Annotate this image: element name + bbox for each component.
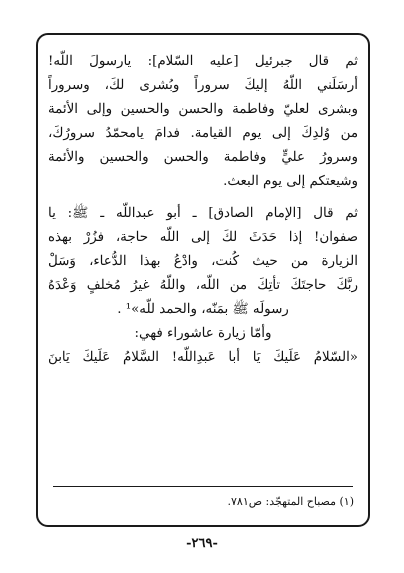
text-line: «السّلامُ عَلَيكَ يَا أبا عَبدِاللّه! السَّلامُ عَلَيكَ يَابنَ: [48, 350, 358, 365]
text-line: ثم قال [الإمام الصادق] ـ أبو عبداللّه ـ ﷺ: يا: [48, 206, 358, 221]
main-text-body: [48, 50, 358, 370]
text-line: وسرورُ عليٍّ وفاطمة والحسن والحسين والأئمة: [48, 150, 358, 165]
text-line: وأمّا زيارة عاشوراء فهي:: [134, 326, 272, 341]
page-number: -٢٦٩-: [186, 536, 218, 551]
text-line: صفوان! إذا حَدَثَ لكَ إلى اللّه حاجة، فزُرْ بهذه: [48, 230, 358, 245]
text-line: ثم قال جبرئيل [عليه السّلام]: يارسولَ اللّه!: [48, 54, 358, 69]
text-line: الزيارة من حيث كُنت، وادْعُ بهذا الدُّعاء، وَسَلْ: [48, 254, 358, 269]
text-line: وشيعتكم إلى يوم البعث.: [223, 174, 358, 189]
text-line: ربَّكَ حاجتَكَ تأتِكَ من اللّه، واللّهُ غيرُ مُخلفٍ وَعْدَهُ: [48, 278, 358, 293]
footnote-divider: [53, 486, 353, 487]
text-line: أرسَلَني اللّهُ إليكَ سروراً وبُشرى لكَ، وسروراً: [48, 78, 358, 93]
text-line: من وُلدِكَ إلى يوم القيامة. فدامَ يامحمّدُ سرورُكَ،: [48, 126, 358, 141]
text-line: رسولَه ﷺ بمَنّه، والحمد للّه»¹ .: [117, 302, 289, 317]
text-line: وبشرى لعليّ وفاطمة والحسن والحسين وإلى الأئمة: [48, 102, 358, 117]
footnote: (١) مصباح المتهجّد: ص٧٨١.: [227, 495, 354, 508]
